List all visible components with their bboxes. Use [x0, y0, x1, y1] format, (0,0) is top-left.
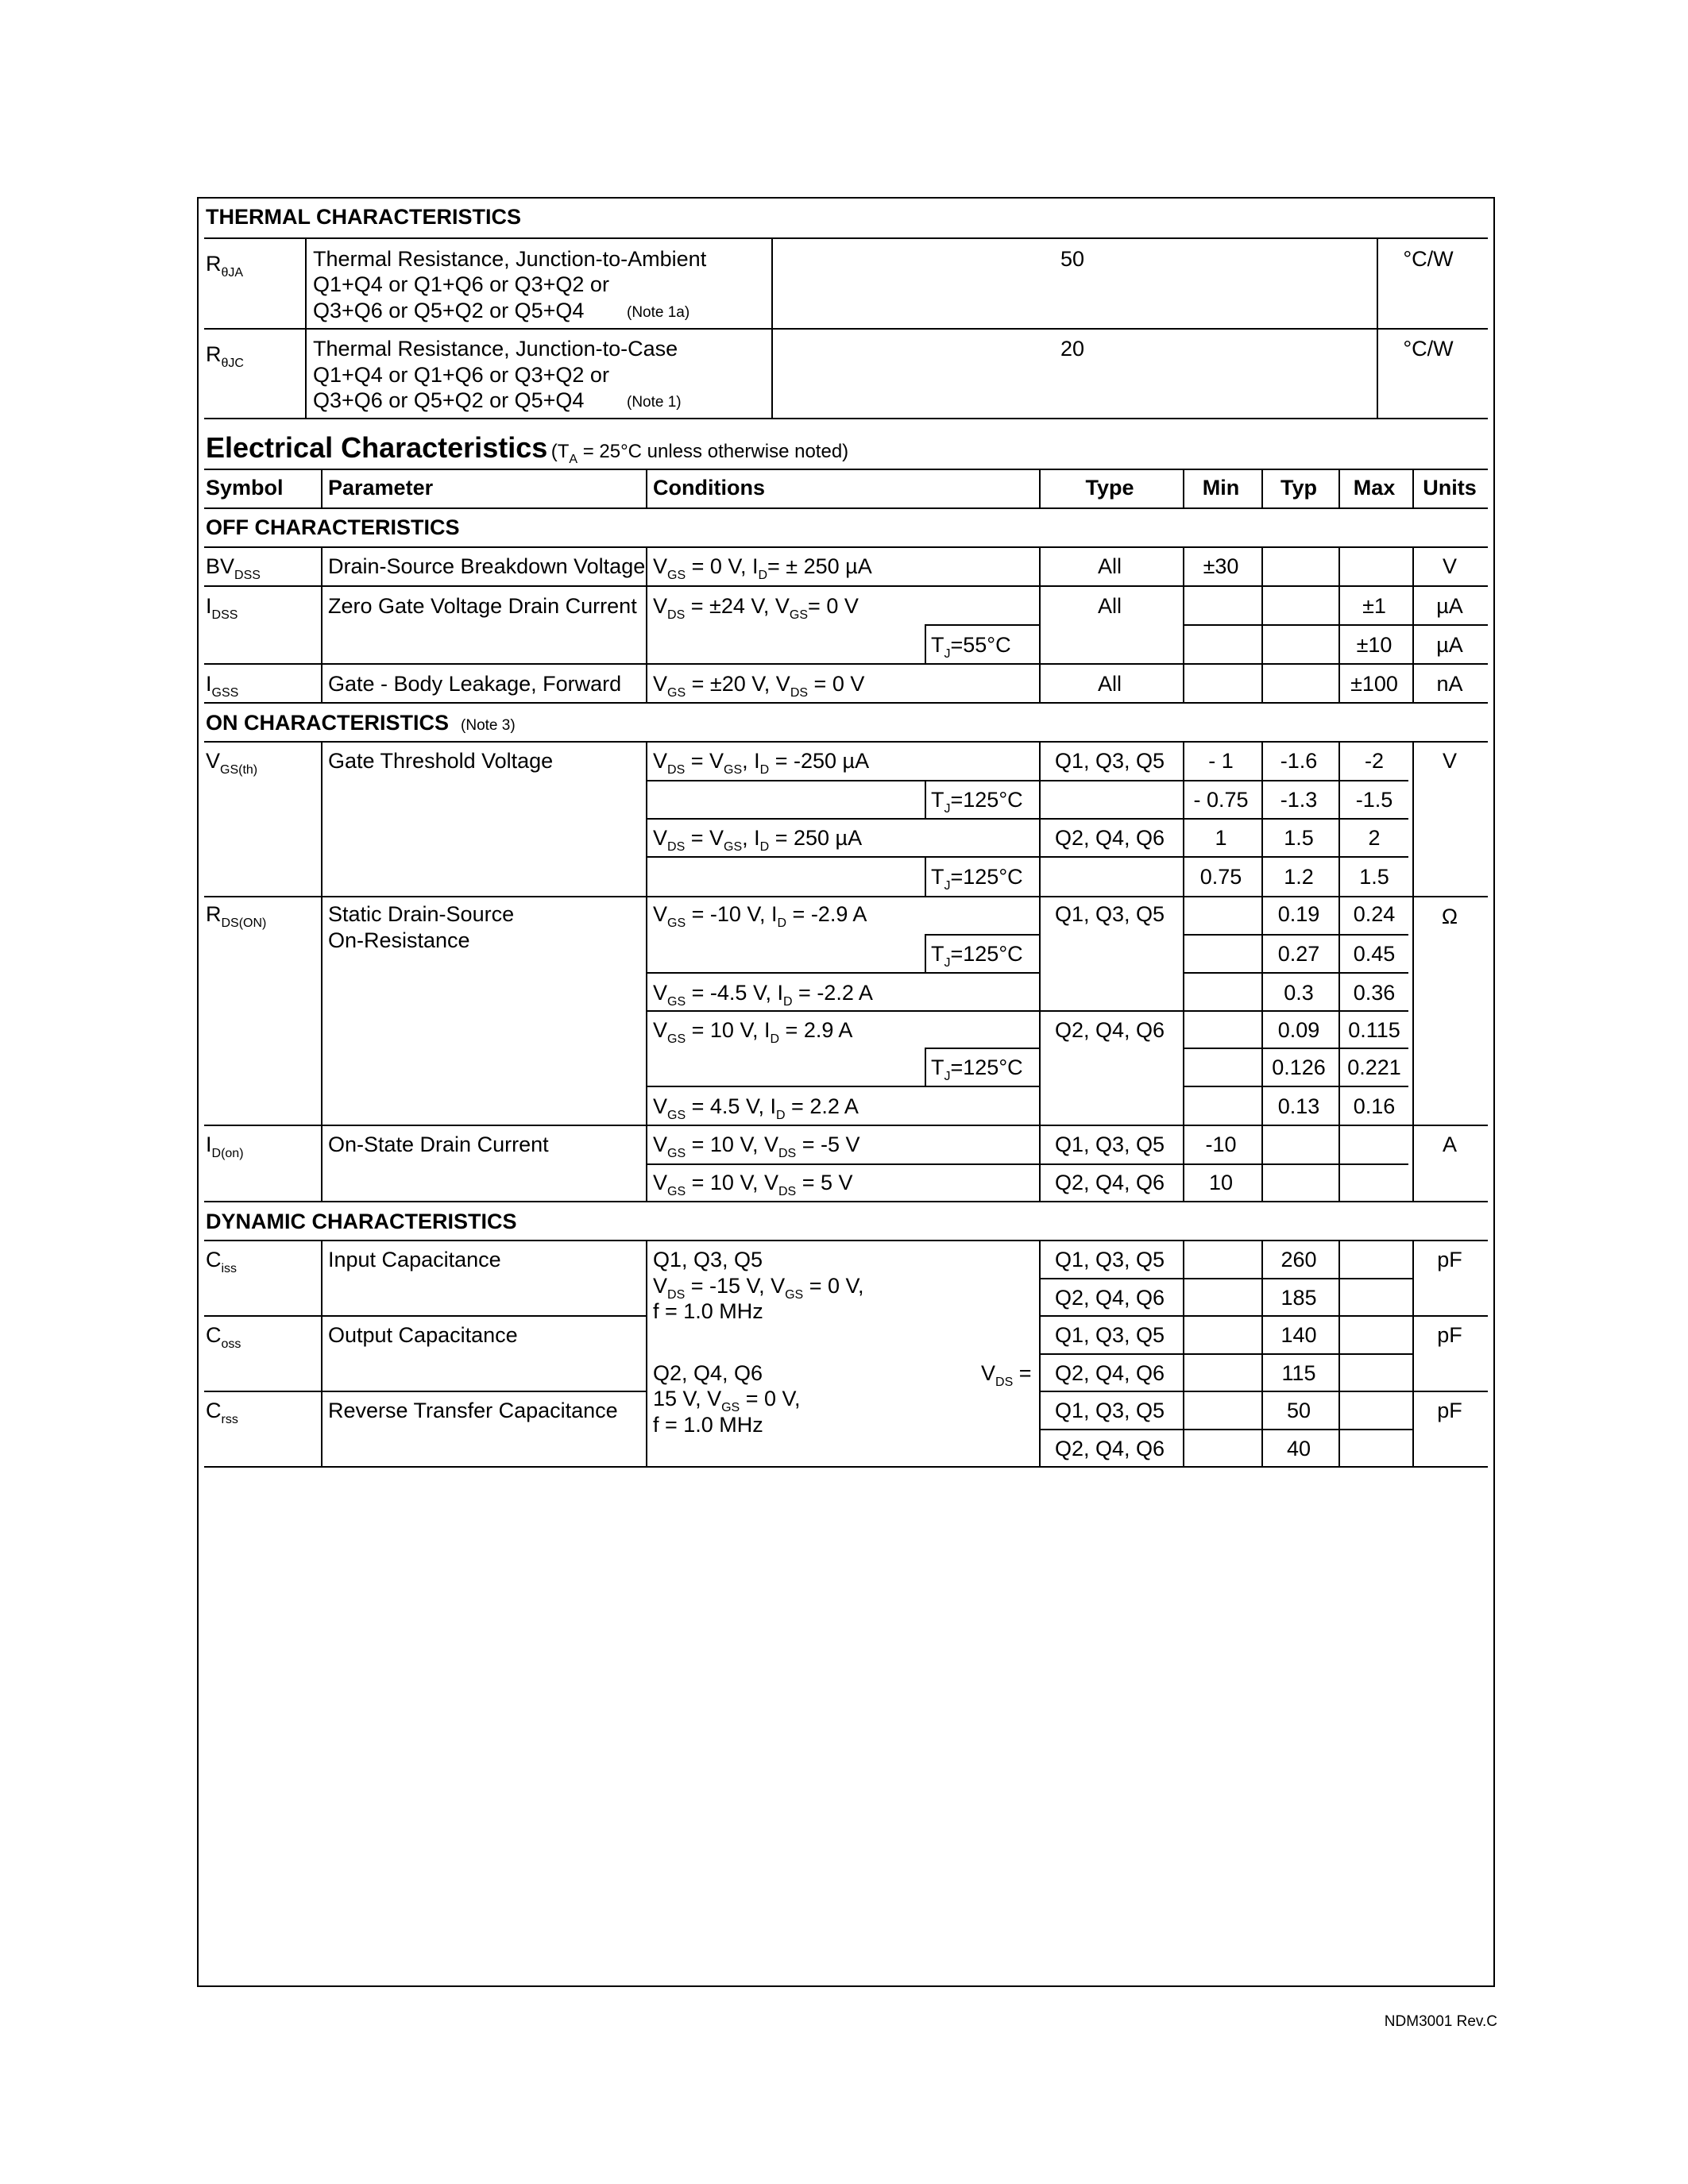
type-idss: All [1097, 594, 1122, 618]
thermal-ja-value: 50 [1060, 247, 1085, 271]
symbol-coss: $C_{oss}$ [206, 1323, 241, 1351]
max-vgs-1: -2 [1364, 749, 1385, 773]
cond-vgs-th-1: $V_{DS} = V_{GS}$, $I_D = -250$ µA [653, 749, 870, 777]
thermal-ja-unit: °C/W [1403, 247, 1454, 271]
type-crss-1: Q1, Q3, Q5 [1054, 1399, 1165, 1422]
param-rds-2: On-Resistance [328, 928, 470, 952]
max-vgs-4: 1.5 [1359, 865, 1389, 889]
typ-rds-1: 0.19 [1277, 902, 1320, 926]
dyn-cond-group1: Q1, Q3, Q5 [653, 1248, 763, 1271]
dyn-cond-freq2: f = 1.0 MHz [653, 1413, 763, 1437]
min-vgs-1: - 1 [1208, 749, 1234, 773]
dyn-cond-vds1: $V_{DS} = -15$ V, $V_{GS} = 0$ V, [653, 1274, 864, 1302]
typ-rds-2: 0.27 [1277, 942, 1320, 966]
thermal-jc-line1: Thermal Resistance, Junction-to-Case [313, 337, 678, 361]
col-parameter: Parameter [328, 476, 434, 500]
max-vgs-3: 2 [1368, 826, 1381, 850]
typ-vgs-3: 1.5 [1284, 826, 1314, 850]
typ-rds-5: 0.126 [1272, 1055, 1326, 1079]
typ-crss-1: 50 [1286, 1399, 1311, 1422]
min-vgs-2: - 0.75 [1193, 788, 1249, 812]
param-idss: Zero Gate Voltage Drain Current [328, 594, 637, 618]
type-rds-1: Q1, Q3, Q5 [1054, 902, 1165, 926]
symbol-r-theta-jc: $R_{\theta JC}$ [206, 342, 244, 370]
col-typ: Typ [1280, 476, 1317, 500]
electrical-title-row [206, 431, 848, 465]
thermal-jc-note: (Note 1) [627, 394, 682, 411]
symbol-rds-on: $R_{DS(ON)}$ [206, 902, 267, 930]
cond-idss: $V_{DS} = \pm 24$ V, $V_{GS}= 0$ V [653, 594, 859, 622]
param-id-on: On-State Drain Current [328, 1133, 549, 1156]
dyn-cond-vds-label: $V_{DS}$ = [981, 1361, 1032, 1389]
cond-id-on-2: $V_{GS} = 10$ V, $V_{DS} = 5$ V [653, 1171, 853, 1198]
type-ciss-1: Q1, Q3, Q5 [1054, 1248, 1165, 1271]
unit-vgs-th: V [1442, 749, 1458, 773]
type-id-on-2: Q2, Q4, Q6 [1054, 1171, 1165, 1194]
cond-rds-3: $V_{GS} = 10$ V, $I_D = 2.9$ A [653, 1018, 853, 1046]
cond-id-on-1: $V_{GS} = 10$ V, $V_{DS} = -5$ V [653, 1133, 860, 1160]
tj-vgs-1: $T_J=125^\circ C$ [931, 788, 1023, 816]
unit-idss-1: µA [1436, 594, 1463, 618]
type-coss-2: Q2, Q4, Q6 [1054, 1361, 1165, 1385]
unit-id-on: A [1442, 1133, 1458, 1156]
type-crss-2: Q2, Q4, Q6 [1054, 1437, 1165, 1461]
symbol-igss: $I_{GSS}$ [206, 672, 239, 700]
col-max: Max [1353, 476, 1396, 500]
param-rds-1: Static Drain-Source [328, 902, 515, 926]
tj-vgs-2: $T_J=125^\circ C$ [931, 865, 1023, 893]
thermal-jc-line3: Q3+Q6 or Q5+Q2 or Q5+Q4 [313, 388, 585, 412]
max-rds-6: 0.16 [1353, 1094, 1396, 1118]
cond-rds-4: $V_{GS} = 4.5$ V, $I_D = 2.2$ A [653, 1094, 859, 1122]
tj-rds-1: $T_J=125^\circ C$ [931, 942, 1023, 970]
type-coss-1: Q1, Q3, Q5 [1054, 1323, 1165, 1347]
unit-coss: pF [1437, 1323, 1462, 1347]
typ-ciss-1: 260 [1280, 1248, 1317, 1271]
typ-vgs-1: -1.6 [1280, 749, 1318, 773]
thermal-ja-line2: Q1+Q4 or Q1+Q6 or Q3+Q2 or [313, 272, 609, 296]
typ-vgs-2: -1.3 [1280, 788, 1318, 812]
symbol-bvdss: $BV_{DSS}$ [206, 554, 261, 582]
min-vgs-4: 0.75 [1199, 865, 1242, 889]
type-rds-2: Q2, Q4, Q6 [1054, 1018, 1165, 1042]
max-vgs-2: -1.5 [1355, 788, 1393, 812]
thermal-ja-line3: Q3+Q6 or Q5+Q2 or Q5+Q4 [313, 299, 585, 322]
symbol-ciss: $C_{iss}$ [206, 1248, 238, 1275]
electrical-condition: ($T_A = 25^\circ C$ unless otherwise noted) [550, 441, 849, 466]
min-id-on-1: -10 [1205, 1133, 1237, 1156]
unit-ciss: pF [1437, 1248, 1462, 1271]
thermal-ja-note: (Note 1a) [627, 304, 690, 321]
type-id-on-1: Q1, Q3, Q5 [1054, 1133, 1165, 1156]
type-ciss-2: Q2, Q4, Q6 [1054, 1286, 1165, 1310]
max-rds-5: 0.221 [1347, 1055, 1401, 1079]
type-vgs-th-1: Q1, Q3, Q5 [1054, 749, 1165, 773]
col-symbol: Symbol [206, 476, 284, 500]
symbol-id-on: $I_{D(on)}$ [206, 1133, 244, 1160]
max-rds-4: 0.115 [1348, 1018, 1400, 1042]
min-vgs-3: 1 [1215, 826, 1227, 850]
tj-rds-2: $T_J=125^\circ C$ [931, 1055, 1023, 1083]
col-conditions: Conditions [653, 476, 765, 500]
min-bvdss: ±30 [1203, 554, 1239, 578]
dyn-cond-freq1: f = 1.0 MHz [653, 1299, 763, 1323]
col-min: Min [1202, 476, 1240, 500]
cond-bvdss: $V_{GS} = 0$ V, $I_D= \pm 250$ µA [653, 554, 872, 582]
symbol-vgs-th: $V_{GS(th)}$ [206, 749, 258, 777]
param-bvdss: Drain-Source Breakdown Voltage [328, 554, 646, 578]
on-heading: ON CHARACTERISTICS [206, 711, 450, 735]
param-coss: Output Capacitance [328, 1323, 518, 1347]
tj-idss: $T_J=55^\circ C$ [931, 633, 1011, 661]
col-type: Type [1085, 476, 1134, 500]
typ-vgs-4: 1.2 [1284, 865, 1314, 889]
type-igss: All [1097, 672, 1122, 696]
thermal-jc-line2: Q1+Q4 or Q1+Q6 or Q3+Q2 or [313, 363, 609, 387]
param-igss: Gate - Body Leakage, Forward [328, 672, 622, 696]
max-igss: ±100 [1350, 672, 1398, 696]
typ-coss-1: 140 [1280, 1323, 1317, 1347]
on-note: (Note 3) [461, 717, 516, 734]
max-rds-2: 0.45 [1353, 942, 1396, 966]
type-bvdss: All [1097, 554, 1122, 578]
cond-rds-2: $V_{GS} = -4.5$ V, $I_D = -2.2$ A [653, 981, 873, 1009]
max-rds-1: 0.24 [1353, 902, 1396, 926]
max-idss-2: ±10 [1356, 633, 1393, 657]
typ-rds-4: 0.09 [1277, 1018, 1320, 1042]
param-ciss: Input Capacitance [328, 1248, 501, 1271]
cond-vgs-th-2: $V_{DS} = V_{GS}$, $I_D = 250$ µA [653, 826, 863, 854]
unit-crss: pF [1437, 1399, 1462, 1422]
typ-coss-2: 115 [1281, 1361, 1316, 1385]
page-frame [197, 197, 1495, 1987]
thermal-jc-value: 20 [1060, 337, 1085, 361]
document-footer: NDM3001 Rev.C [1384, 2013, 1497, 2030]
off-heading: OFF CHARACTERISTICS [206, 515, 460, 539]
on-heading-row [206, 712, 516, 734]
typ-rds-3: 0.3 [1284, 981, 1314, 1005]
min-id-on-2: 10 [1208, 1171, 1234, 1194]
symbol-r-theta-ja: $R_{\theta JA}$ [206, 252, 244, 280]
unit-idss-2: µA [1436, 633, 1463, 657]
cond-rds-1: $V_{GS} = -10$ V, $I_D = -2.9$ A [653, 902, 867, 930]
typ-ciss-2: 185 [1280, 1286, 1317, 1310]
typ-crss-2: 40 [1286, 1437, 1311, 1461]
max-idss-1: ±1 [1362, 594, 1386, 618]
col-units: Units [1423, 476, 1477, 500]
param-crss: Reverse Transfer Capacitance [328, 1399, 618, 1422]
max-rds-3: 0.36 [1353, 981, 1396, 1005]
typ-rds-6: 0.13 [1277, 1094, 1320, 1118]
dyn-cond-group2: Q2, Q4, Q6 [653, 1361, 763, 1385]
unit-igss: nA [1436, 672, 1463, 696]
unit-rds: Ω [1441, 905, 1458, 928]
electrical-title: Electrical Characteristics [206, 431, 548, 464]
param-vgs-th: Gate Threshold Voltage [328, 749, 554, 773]
symbol-crss: $C_{rss}$ [206, 1399, 238, 1426]
thermal-ja-line1: Thermal Resistance, Junction-to-Ambient [313, 247, 707, 271]
cond-igss: $V_{GS} = \pm 20$ V, $V_{DS} = 0$ V [653, 672, 865, 700]
type-vgs-th-2: Q2, Q4, Q6 [1054, 826, 1165, 850]
thermal-heading: THERMAL CHARACTERISTICS [206, 205, 521, 229]
dyn-cond-vgs2: 15 V, $V_{GS} = 0$ V, [653, 1387, 801, 1414]
symbol-idss: $I_{DSS}$ [206, 594, 238, 622]
unit-bvdss: V [1442, 554, 1458, 578]
thermal-jc-unit: °C/W [1403, 337, 1454, 361]
dynamic-heading: DYNAMIC CHARACTERISTICS [206, 1210, 517, 1233]
